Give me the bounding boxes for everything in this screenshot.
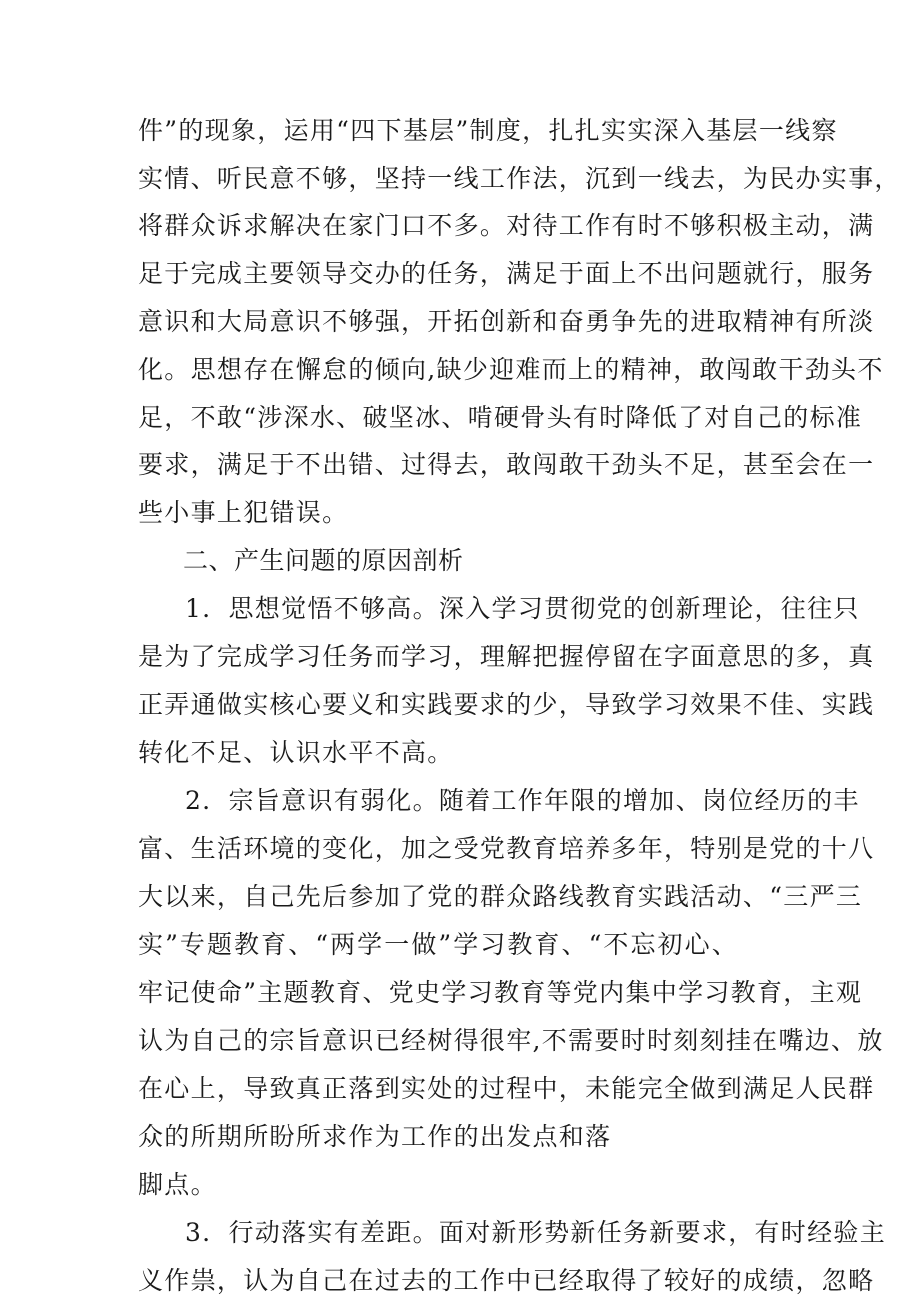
text-line: 脚点。 [138,1170,217,1199]
text-line: 义作祟，认为自己在过去的工作中已经取得了较好的成绩，忽略 [138,1266,875,1295]
text-line: 转化不足、认识水平不高。 [138,738,454,767]
text-line: 意识和大局意识不够强，开拓创新和奋勇争先的进取精神有所淡 [138,307,875,336]
text-line: 要求，满足于不出错、过得去，敢闯敢干劲头不足，甚至会在一 [138,450,875,479]
text-line: 实情、听民意不够，坚持一线工作法，沉到一线去，为民办实事， [138,164,901,193]
text-line: 足于完成主要领导交办的任务，满足于面上不出问题就行，服务 [138,259,875,288]
text-line: 是为了完成学习任务而学习，理解把握停留在字面意思的多，真 [138,642,875,671]
text-line: 2．宗旨意识有弱化。随着工作年限的增加、岗位经历的丰 [185,786,860,815]
text-line: 大以来，自己先后参加了党的群众路线教育实践活动、“三严三 [138,882,863,911]
text-line: 些小事上犯错误。 [138,498,349,527]
text-line: 牢记使命”主题教育、党史学习教育等党内集中学习教育，主观 [138,978,863,1007]
text-line: 将群众诉求解决在家门口不多。对待工作有时不够积极主动，满 [138,211,875,240]
text-line: 足，不敢“涉深水、破坚冰、啃硬骨头有时降低了对自己的标准 [138,403,863,432]
text-line: 实”专题教育、“两学一做”学习教育、“不忘初心、 [138,930,738,959]
text-line: 3．行动落实有差距。面对新形势新任务新要求，有时经验主 [185,1218,887,1247]
text-line: 众的所期所盼所求作为工作的出发点和落 [138,1122,612,1151]
text-line: 在心上，导致真正落到实处的过程中，未能完全做到满足人民群 [138,1074,875,1103]
text-line: 正弄通做实核心要义和实践要求的少，导致学习效果不佳、实践 [138,690,875,719]
text-line: 认为自己的宗旨意识已经树得很牢,不需要时时刻刻挂在嘴边、放 [138,1026,884,1055]
text-line: 富、生活环境的变化，加之受党教育培养多年，特别是党的十八 [138,834,875,863]
text-line: 1．思想觉悟不够高。深入学习贯彻党的创新理论，往往只 [185,594,860,623]
text-line: 化。思想存在懈怠的倾向,缺少迎难而上的精神，敢闯敢干劲头不 [138,355,884,384]
section-heading: 二、产生问题的原因剖析 [183,546,464,575]
text-line: 件”的现象，运用“四下基层”制度，扎扎实实深入基层一线察 [138,116,838,145]
